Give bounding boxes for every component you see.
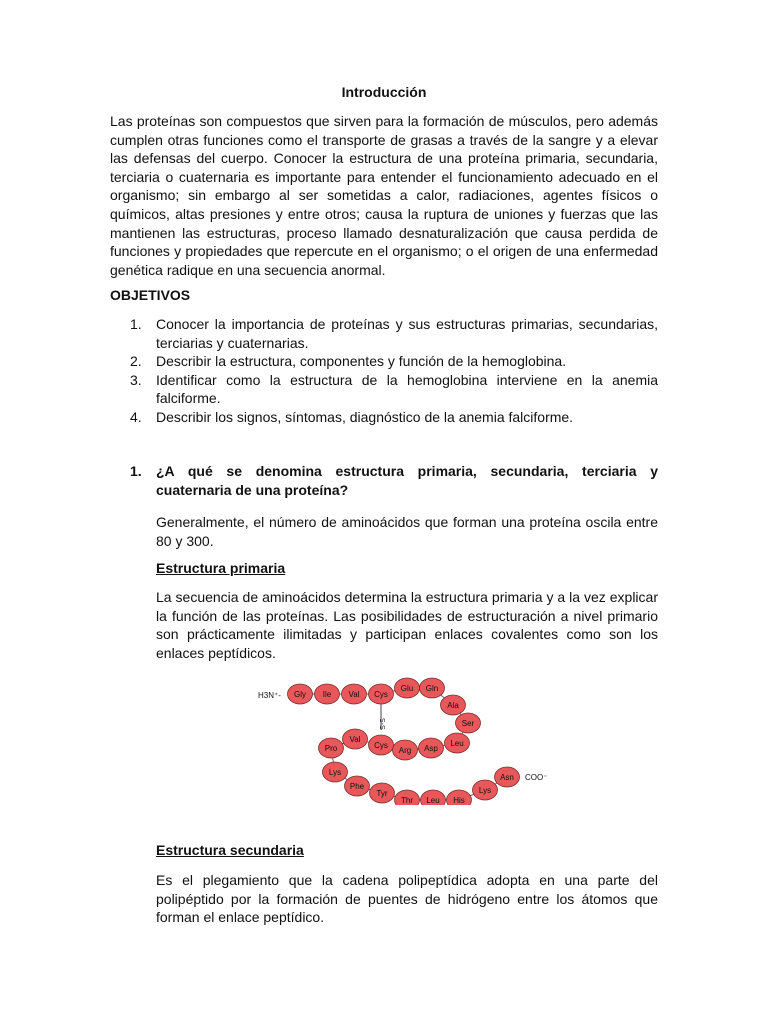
amino-acid-label: Tyr <box>376 789 388 798</box>
objective-number: 2. <box>130 353 142 370</box>
page-title: Introducción <box>341 84 427 100</box>
objective-text: Identificar como la estructura de la hemoglobina interviene en la anemia falciforme. <box>156 371 658 407</box>
amino-acid-bead-ala <box>441 695 466 715</box>
amino-acid-label: Asn <box>500 773 514 782</box>
amino-acid-label: Gln <box>425 684 439 693</box>
amino-acid-label: Phe <box>349 782 365 791</box>
objectives-list <box>110 315 658 427</box>
amino-acid-bead-val <box>342 684 367 704</box>
amino-acid-bead-val <box>343 729 368 749</box>
amino-acid-bead-his <box>447 790 472 805</box>
amino-acid-label: Ala <box>447 701 459 710</box>
question-text: ¿A qué se denomina estructura primaria, secundaria, terciaria y cuaternaria de una proteína? <box>156 463 658 498</box>
amino-acid-label: Gly <box>294 690 306 699</box>
amino-acid-bead-asp <box>419 738 444 758</box>
objective-item <box>110 408 658 427</box>
objective-text: Describir los signos, síntomas, diagnóstico de la anemia falciforme. <box>156 408 574 425</box>
amino-acid-bead-ile <box>315 684 340 704</box>
question-heading <box>130 462 658 499</box>
c-terminus-label: COO⁻ <box>525 773 548 782</box>
amino-acid-label: Arg <box>398 746 412 755</box>
objective-number: 3. <box>130 371 142 388</box>
amino-acid-bead-cys <box>369 684 394 704</box>
amino-acid-bead-pro <box>319 738 344 758</box>
amino-acid-label: Lys <box>478 786 492 795</box>
amino-acid-label: Leu <box>450 739 464 748</box>
amino-acid-label: Asp <box>424 744 438 753</box>
primary-structure-heading: Estructura primaria <box>156 560 286 576</box>
objectives-heading: OBJETIVOS <box>110 287 191 303</box>
amino-acid-label: Glu <box>400 684 414 693</box>
amino-acid-chain-diagram <box>255 660 555 805</box>
amino-acid-bead-phe <box>345 776 370 796</box>
objective-item <box>110 315 658 352</box>
amino-acid-bead-gln <box>420 678 445 698</box>
amino-acid-bead-lys <box>473 780 498 800</box>
secondary-structure-paragraph: Es el plegamiento que la cadena polipeptídica adopta en una parte del polipéptido por la formación de puentes de hidrógeno entre los átomos que forman el enlace peptídico. <box>156 872 658 926</box>
amino-acid-bead-lys <box>323 762 348 782</box>
amino-acid-bead-cys <box>369 735 394 755</box>
objective-number: 4. <box>130 408 142 425</box>
amino-acid-label: Val <box>349 735 361 744</box>
amino-acid-label: Val <box>348 690 360 699</box>
amino-acid-bead-asn <box>495 767 520 787</box>
primary-structure-paragraph: La secuencia de aminoácidos determina la estructura primaria y a la vez explicar la función de las proteínas. Las posibilidades de estructuración a nivel primario son prácticamente ilimitadas y participan enlaces covalentes como son los enlaces peptídicos. <box>156 589 658 661</box>
amino-acid-bead-ser <box>456 713 481 733</box>
amino-acid-bead-gly <box>288 684 313 704</box>
amino-acid-bead-tyr <box>370 783 395 803</box>
objective-text: Conocer la importancia de proteínas y sus estructuras primarias, secundarias, terciarias y cuaternarias. <box>156 316 658 351</box>
amino-acid-label: Pro <box>324 744 338 753</box>
amino-acid-label: Cys <box>374 741 388 750</box>
amino-acid-bead-glu <box>395 678 420 698</box>
objective-item <box>110 371 658 408</box>
amino-acid-bead-leu <box>421 790 446 805</box>
amino-acid-bead-thr <box>395 790 420 805</box>
amino-acid-label: Thr <box>401 796 413 805</box>
objective-number: 1. <box>130 316 142 332</box>
question-number: 1. <box>130 463 142 479</box>
objective-text: Describir la estructura, componentes y función de la hemoglobina. <box>156 353 567 370</box>
amino-acid-bead-arg <box>393 740 418 760</box>
amino-acid-label: Leu <box>426 796 440 805</box>
intro-paragraph: Las proteínas son compuestos que sirven para la formación de músculos, pero además cumplen otras funciones como el transporte de grasas a través de la sangre y a elevar las defensas del cuerpo. Conocer la estructura de una proteína primaria, secundaria, terciaria o cuaternaria es importante para entender el funcionamiento adecuado en el organismo; sin embargo al ser sometidas a calor, radiaciones, agentes físicos o químicos, altas presiones y entre otros; causa la ruptura de uniones y fuerzas que las mantienen las estructuras, proceso llamado desnaturalización que causa perdida de funciones y propiedades que repercute en el organismo; o el origen de una enfermedad genética radique en una secuencia anormal. <box>110 113 658 278</box>
amino-acid-label: Lys <box>328 768 342 777</box>
amino-acid-label: Ser <box>461 719 475 728</box>
general-paragraph: Generalmente, el número de aminoácidos que forman una proteína oscila entre 80 y 300. <box>156 514 658 549</box>
amino-acid-label: Cys <box>374 690 388 699</box>
amino-acid-label: His <box>453 796 465 805</box>
objective-item <box>110 352 658 371</box>
secondary-structure-heading: Estructura secundaria <box>156 842 304 858</box>
n-terminus-label: H3N⁺- <box>258 691 281 700</box>
amino-acid-bead-leu <box>445 733 470 753</box>
disulfide-bond-label: S-S <box>378 718 385 730</box>
amino-acid-label: Ile <box>322 690 332 699</box>
